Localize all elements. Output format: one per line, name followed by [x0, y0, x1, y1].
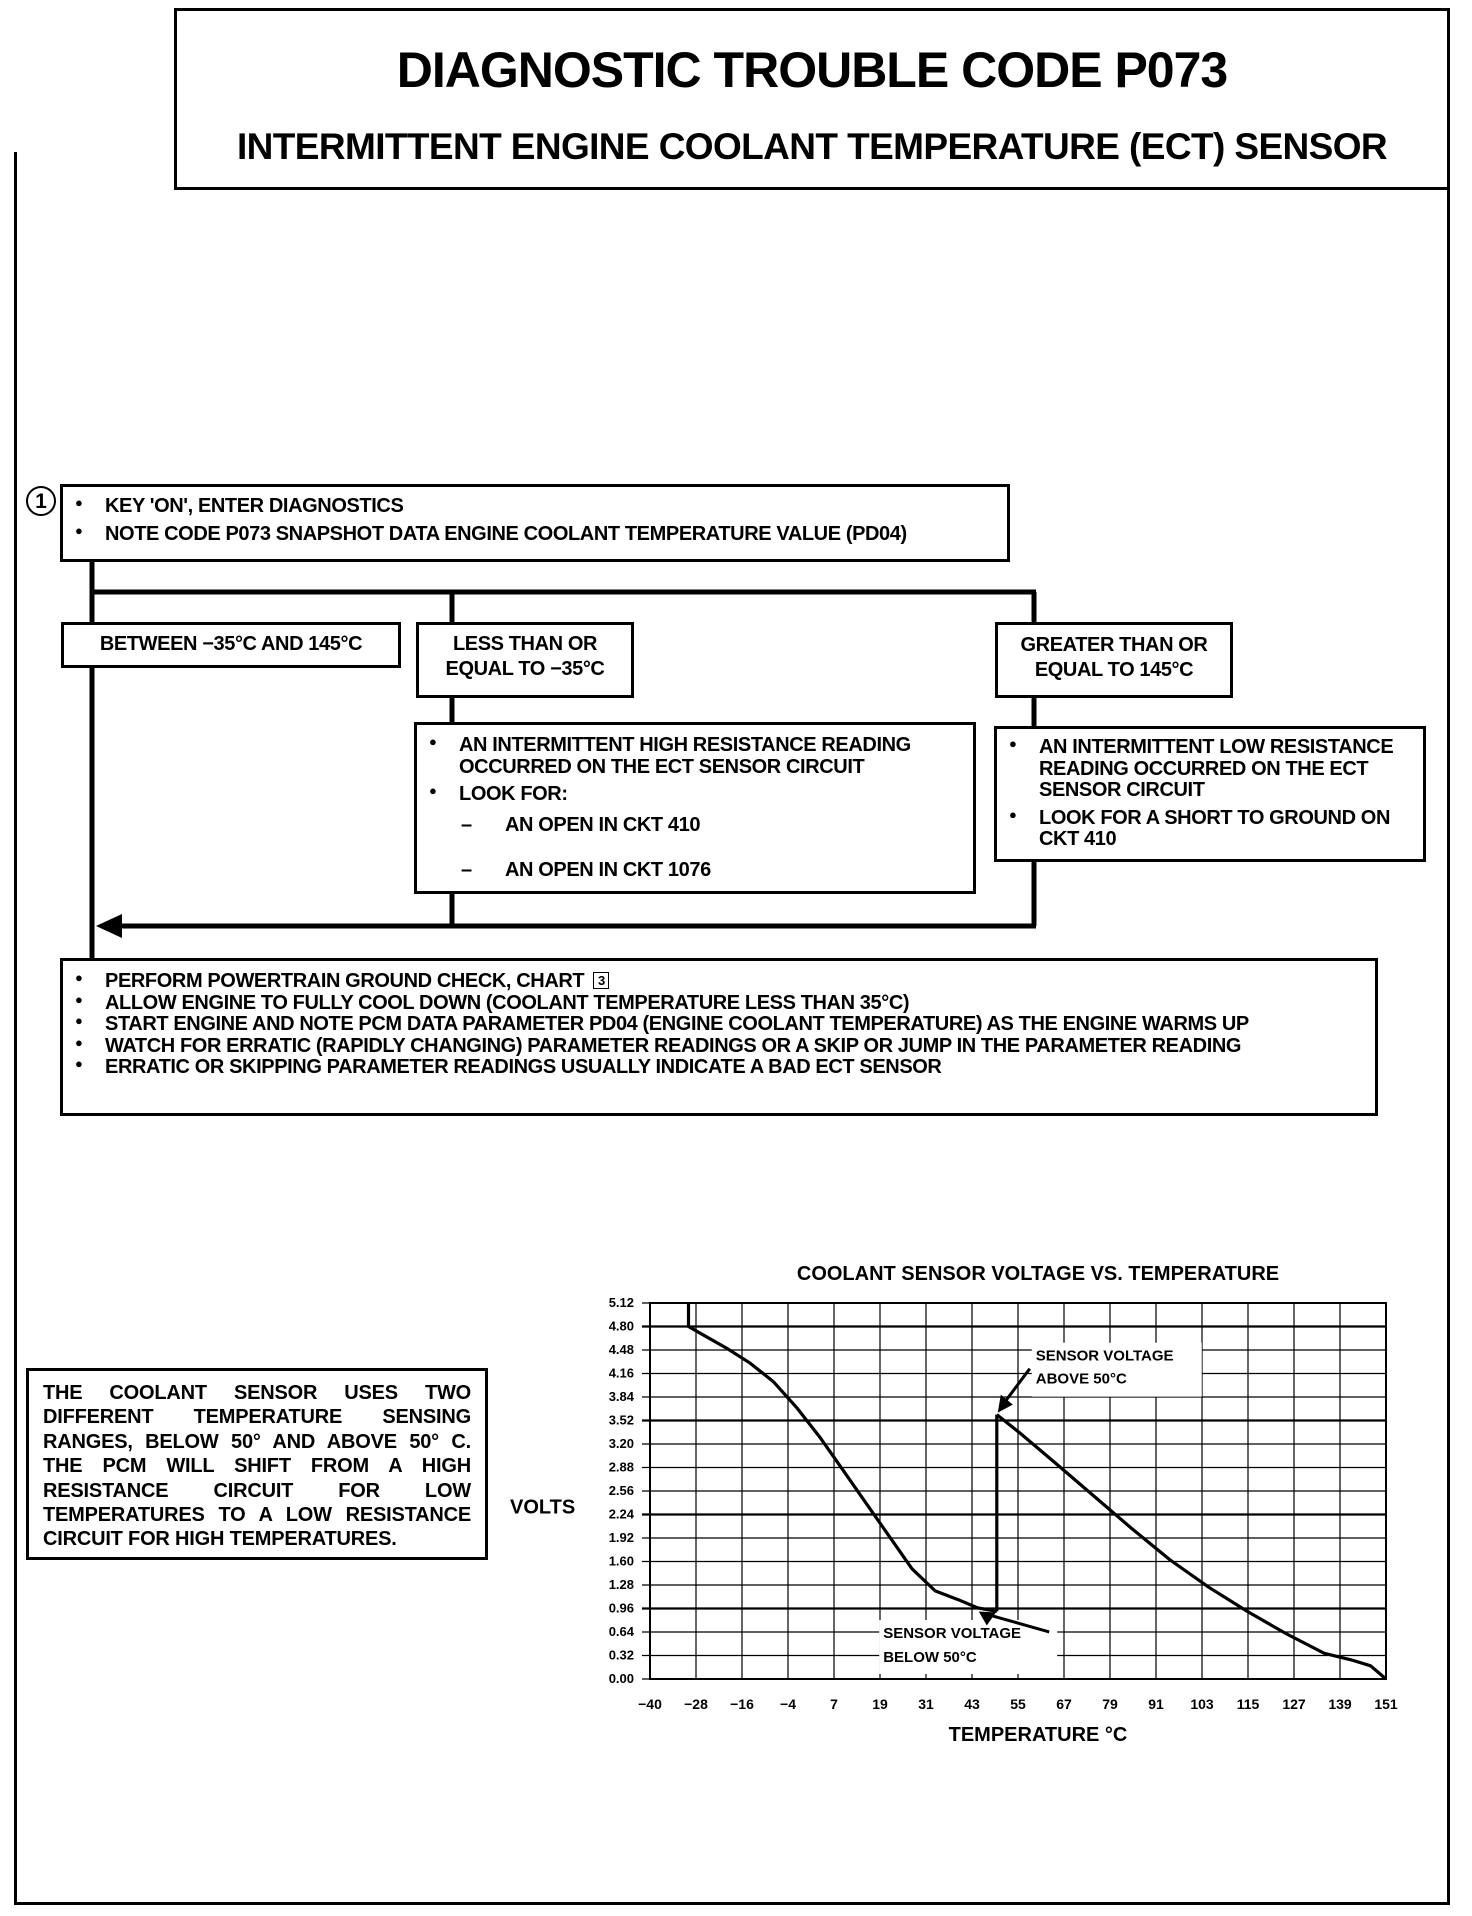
step-number: 1: [35, 490, 47, 513]
branch-less-line: LESS THAN OR: [452, 633, 598, 655]
x-tick-label: 79: [1102, 1696, 1118, 1712]
y-axis-label: VOLTS: [510, 1496, 576, 1519]
y-tick-label: 5.12: [608, 1295, 634, 1310]
data-series-line: [689, 1303, 997, 1611]
annotation-below-line: SENSOR VOLTAGE: [883, 1624, 1022, 1642]
annotation-above-line: ABOVE 50°C: [1035, 1370, 1127, 1388]
x-tick-label: 103: [1190, 1696, 1214, 1712]
x-tick-label: −40: [638, 1696, 662, 1712]
step1-item: ● NOTE CODE P073 SNAPSHOT DATA ENGINE COOLANT TEMPERATURE VALUE (PD04): [63, 524, 1007, 546]
annotation-above-line: SENSOR VOLTAGE: [1035, 1347, 1174, 1365]
x-tick-label: 67: [1056, 1696, 1072, 1712]
x-tick-label: −16: [730, 1696, 754, 1712]
branch-greater-line: EQUAL TO 145°C: [1034, 659, 1194, 681]
y-tick-label: 2.88: [608, 1459, 634, 1475]
x-tick-label: 127: [1282, 1696, 1306, 1712]
y-tick-label: 1.60: [608, 1553, 634, 1569]
sensor-note-text: THE COOLANT SENSOR USES TWO DIFFERENT TEMPERATURE SENSING RANGES, BELOW 50° AND ABOVE 50° C. THE PCM WILL SHIFT FROM A HIGH RESISTANCE CIRCUIT FOR LOW TEMPERATURES TO A LOW RESISTANCE CIRCUIT FOR HIGH TEMPERATURES.: [43, 1382, 471, 1551]
actions-list: [63, 971, 1375, 1079]
high-resistance-list: [417, 735, 959, 806]
y-tick-label: 0.32: [608, 1647, 634, 1663]
low-resistance-item: ● AN INTERMITTENT LOW RESISTANCE READING OCCURRED ON THE ECT SENSOR CIRCUIT: [997, 737, 1413, 802]
y-tick-label: 1.92: [608, 1530, 634, 1545]
action-text: PERFORM POWERTRAIN GROUND CHECK, CHART: [105, 970, 585, 992]
flow-arrowhead: [96, 914, 122, 938]
branch-less-box: [416, 622, 634, 698]
high-resistance-box: [414, 722, 976, 894]
x-tick-label: 19: [872, 1696, 888, 1712]
x-tick-label: 55: [1010, 1696, 1026, 1712]
sensor-note-box: [26, 1368, 488, 1560]
high-resistance-item: ● LOOK FOR:: [417, 784, 959, 806]
voltage-temperature-chart: [490, 1258, 1410, 1758]
look-for-list: [449, 814, 959, 882]
page-title: DIAGNOSTIC TROUBLE CODE P073: [396, 42, 1228, 98]
action-item: ● START ENGINE AND NOTE PCM DATA PARAMETER PD04 (ENGINE COOLANT TEMPERATURE) AS THE ENGINE WARMS UP: [63, 1014, 1375, 1036]
branch-less-line: EQUAL TO −35°C: [445, 658, 605, 680]
annotation-below-line: BELOW 50°C: [883, 1648, 977, 1666]
y-tick-label: 4.80: [608, 1318, 634, 1334]
chart-title: COOLANT SENSOR VOLTAGE VS. TEMPERATURE: [796, 1263, 1280, 1285]
step1-list: [63, 496, 1007, 545]
y-tick-label: 0.00: [608, 1671, 634, 1686]
low-resistance-box: [994, 726, 1426, 862]
y-tick-label: 2.24: [608, 1506, 634, 1522]
low-resistance-list: [997, 737, 1413, 851]
step1-box: [60, 484, 1010, 562]
actions-box: [60, 958, 1378, 1116]
branch-greater-line: GREATER THAN OR: [1020, 634, 1208, 656]
x-tick-label: 115: [1236, 1696, 1260, 1712]
x-axis-label: TEMPERATURE °C: [948, 1724, 1128, 1746]
y-tick-label: 1.28: [608, 1577, 634, 1592]
look-for-item: – AN OPEN IN CKT 1076: [449, 859, 959, 882]
y-tick-label: 2.56: [608, 1483, 634, 1498]
y-tick-label: 3.84: [608, 1389, 634, 1404]
x-tick-label: 7: [830, 1696, 838, 1712]
action-item: ● ALLOW ENGINE TO FULLY COOL DOWN (COOLANT TEMPERATURE LESS THAN 35°C): [63, 993, 1375, 1015]
high-resistance-item: ● AN INTERMITTENT HIGH RESISTANCE READING OCCURRED ON THE ECT SENSOR CIRCUIT: [417, 735, 959, 778]
x-tick-label: −28: [684, 1696, 708, 1712]
y-tick-label: 0.96: [608, 1600, 634, 1616]
y-tick-label: 3.20: [608, 1436, 634, 1451]
step-number-badge: [26, 486, 56, 516]
x-tick-label: 43: [964, 1696, 980, 1712]
x-tick-label: 91: [1148, 1696, 1164, 1712]
action-item: ● WATCH FOR ERRATIC (RAPIDLY CHANGING) PARAMETER READINGS OR A SKIP OR JUMP IN THE PARAMETER READING: [63, 1036, 1375, 1058]
y-tick-label: 3.52: [608, 1412, 634, 1428]
look-for-item: – AN OPEN IN CKT 410: [449, 814, 959, 837]
x-tick-label: −4: [780, 1696, 796, 1712]
step1-item: ● KEY 'ON', ENTER DIAGNOSTICS: [63, 496, 1007, 518]
x-tick-label: 139: [1328, 1696, 1352, 1712]
y-tick-label: 0.64: [608, 1624, 634, 1639]
branch-between-label: BETWEEN −35°C AND 145°C: [99, 633, 363, 655]
action-item: ● ERRATIC OR SKIPPING PARAMETER READINGS USUALLY INDICATE A BAD ECT SENSOR: [63, 1057, 1375, 1079]
x-tick-label: 151: [1374, 1696, 1398, 1712]
low-resistance-item: ● LOOK FOR A SHORT TO GROUND ON CKT 410: [997, 808, 1413, 851]
branch-greater-box: [995, 622, 1233, 698]
y-tick-label: 4.48: [608, 1342, 634, 1357]
action-item: [63, 971, 1375, 993]
page-subtitle: INTERMITTENT ENGINE COOLANT TEMPERATURE (ECT) SENSOR: [236, 126, 1388, 167]
branch-between-box: [61, 622, 401, 668]
x-tick-label: 31: [918, 1696, 934, 1712]
y-tick-label: 4.16: [608, 1365, 634, 1381]
chart-ref-badge: 3: [593, 972, 609, 989]
